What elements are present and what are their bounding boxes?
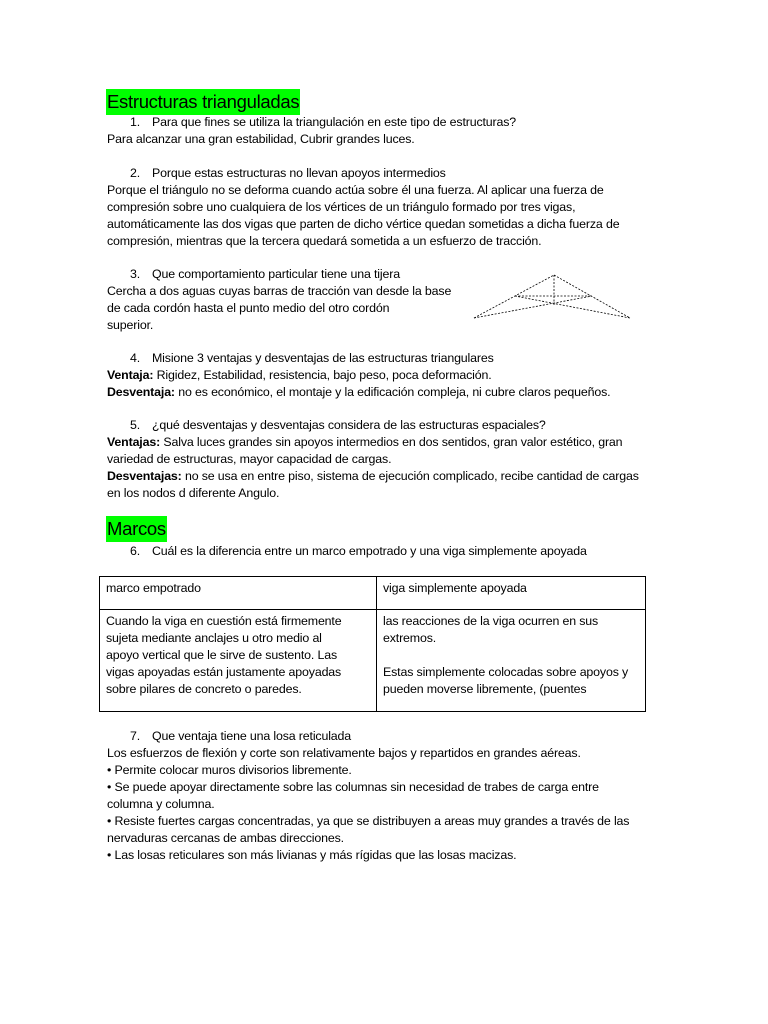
truss-tie-right (515, 296, 630, 318)
answer-1: Para alcanzar una gran estabilidad, Cubrir grandes luces. (107, 132, 415, 146)
question-2: 2. Porque estas estructuras no llevan apoyos intermedios (130, 166, 446, 180)
answer-7: Los esfuerzos de flexión y corte son relativamente bajos y repartidos en grandes aéreas. • Permite colocar muros divisorios libremente. • Se puede apoyar directamente sobre las columnas sin necesidad de trabes de carga entre columna y columna. • Resiste fuertes cargas concentradas, ya que se distribuyen a areas muy grandes a través de las nervaduras cercanas de ambas direcciones. • Las losas reticulares son más livianas y más rígidas que las losas macizas. (107, 746, 630, 862)
truss-top-chord-left (474, 275, 554, 318)
answer-4: Ventaja: Rigidez, Estabilidad, resistencia, bajo peso, poca deformación. Desventaja: no es económico, el montaje y la edificación compleja, ni cubre claros pequeños. (107, 368, 611, 399)
comparison-table (99, 576, 646, 712)
question-4: 4. Misione 3 ventajas y desventajas de las estructuras triangulares (130, 351, 494, 365)
question-3: 3. Que comportamiento particular tiene una tijera (130, 267, 400, 281)
question-1: 1. Para que fines se utiliza la triangulación en este tipo de estructuras? (130, 115, 517, 129)
table-header-row (100, 577, 646, 610)
table-row (100, 610, 646, 712)
table-header-cell: marco empotrado (100, 577, 377, 610)
answer-5: Ventajas: Salva luces grandes sin apoyos intermedios en dos sentidos, gran valor estético, gran variedad de estructuras, mayor capacidad de cargas. Desventajas: no se usa en entre piso, sistema de ejecución complicado, recibe cantidad de cargas en los nodos d diferente Angulo. (107, 435, 639, 500)
question-7: 7. Que ventaja tiene una losa reticulada (130, 729, 352, 743)
section-heading-marcos: Marcos (106, 516, 167, 542)
scissor-truss-diagram (470, 272, 634, 322)
answer-2: Porque el triángulo no se deforma cuando actúa sobre él una fuerza. Al aplicar una fuerza de compresión sobre uno cualquiera de los vértices de un triángulo formado por tres vigas, automáticamente las dos vigas que parten de dicho vértice quedan sometidas a dicha fuerza de compresión, mientras que la tercera quedará sometida a un esfuerzo de tracción. (107, 183, 620, 248)
table-header-cell: viga simplemente apoyada (377, 577, 646, 610)
section-heading-estructuras: Estructuras trianguladas (106, 89, 300, 115)
truss-top-chord-right (554, 275, 630, 318)
question-5: 5. ¿qué desventajas y desventajas considera de las estructuras espaciales? (130, 418, 546, 432)
answer-3: Cercha a dos aguas cuyas barras de tracción van desde la base de cada cordón hasta el punto medio del otro cordón superior. (107, 284, 452, 332)
question-6: 6. Cuál es la diferencia entre un marco empotrado y una viga simplemente apoyada (130, 544, 587, 558)
table-cell-viga-apoyada: las reacciones de la viga ocurren en sus extremos. Estas simplemente colocadas sobre apoyos y pueden moverse libremente, (puentes (377, 610, 646, 712)
table-cell-marco-empotrado: Cuando la viga en cuestión está firmemente sujeta mediante anclajes u otro medio al apoyo vertical que le sirve de sustento. Las vigas apoyadas están justamente apoyadas sobre pilares de concreto o paredes. (100, 610, 377, 712)
